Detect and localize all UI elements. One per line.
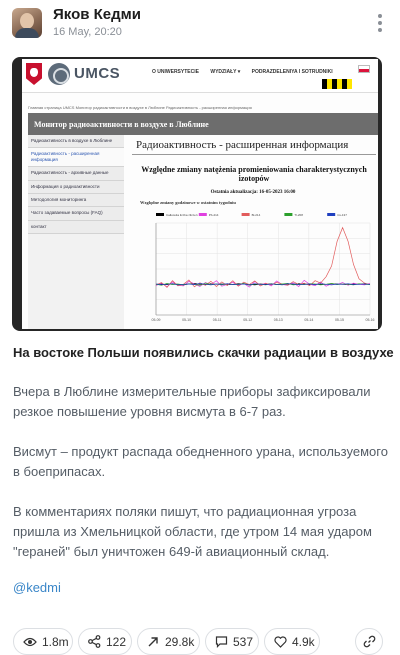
site-banner: Монитор радиоактивности в воздухе в Люблине: [28, 113, 378, 135]
repost-arrow-icon: [147, 635, 160, 648]
repost-button[interactable]: [137, 628, 200, 655]
site-nav-item: O UNIWERSYTECIE: [152, 69, 199, 75]
sidebar-item: Информация о радиоактивности: [28, 181, 124, 194]
chart-legend-swatch: [284, 213, 292, 216]
chart-legend-swatch: [156, 213, 164, 216]
post-paragraph: Вчера в Люблине измерительные приборы зафиксировали резкое повышение уровня висмута в 6-7 раз.: [13, 384, 371, 419]
sidebar-item: Методология мониторинга: [28, 194, 124, 207]
sidebar-item: Часто задаваемые вопросы (FAQ): [28, 207, 124, 220]
radiation-chart: [132, 211, 376, 329]
eye-icon: [23, 636, 37, 648]
site-accessibility-tools: [322, 63, 376, 91]
post-paragraph: В комментариях поляки пишут, что радиационная угроза пришла из Хмельницкой области, где утром 14 мая ударом "гераней" был уничтожен 649-й авиационный склад.: [13, 504, 372, 559]
comment-icon: [215, 635, 228, 648]
chart-x-tick-label: 05-16: [365, 318, 375, 322]
chart-legend-swatch: [199, 213, 207, 216]
chart-x-tick-label: 05-11: [212, 318, 222, 322]
polish-eagle-icon: [26, 63, 42, 85]
heart-icon: [274, 636, 287, 648]
chart-legend-label: Całkowita liczba zliczeń: [166, 213, 198, 217]
chart-legend-swatch: [327, 213, 335, 216]
site-sidebar: [28, 135, 124, 329]
chart-legend-label: Pb-214: [208, 213, 219, 217]
sidebar-item: Радиоактивность - архивные данные: [28, 167, 124, 180]
chart-x-tick-label: 05-13: [273, 318, 283, 322]
post-header: [0, 0, 400, 52]
reposts-count: 29.8k: [165, 634, 195, 649]
chart-x-tick-label: 05-15: [334, 318, 344, 322]
post-date: 16 May, 20:20: [53, 26, 122, 38]
chart-title: Względne zmiany natężenia promieniowania charakterystycznych izotopów: [141, 165, 367, 183]
site-nav-item: PODRAZDELENIYA I SOTRUDNIKI: [251, 69, 333, 75]
chart-legend-swatch: [242, 213, 250, 216]
chart-legend-label: Bi-214: [251, 213, 261, 217]
post-title: На востоке Польши появились скачки радиации в воздухе: [13, 345, 394, 360]
author-name[interactable]: Яков Кедми: [53, 6, 141, 23]
avatar-face: [20, 13, 34, 29]
chart-legend-label: Tl-208: [294, 213, 303, 217]
site-nav: [152, 69, 343, 75]
chart-x-tick-label: 05-12: [243, 318, 253, 322]
chart-x-tick-label: 05-14: [304, 318, 314, 322]
comments-button[interactable]: [205, 628, 259, 655]
sidebar-item: контакт: [28, 221, 124, 234]
polish-flag-icon: [358, 65, 370, 73]
chart-series-line: [156, 228, 370, 288]
views-counter[interactable]: [13, 628, 73, 655]
share-button[interactable]: [78, 628, 132, 655]
site-main: [128, 135, 378, 329]
post-body: [13, 382, 391, 582]
site-heading: Радиоактивность - расширенная информация: [136, 139, 349, 151]
like-button[interactable]: [264, 628, 320, 655]
university-seal-icon: [48, 63, 70, 85]
site-topbar: [22, 59, 378, 93]
post-image[interactable]: [12, 57, 382, 331]
sidebar-item: Радиоактивность - расширенная информация: [28, 148, 124, 167]
shares-count: 122: [106, 634, 127, 649]
share-icon: [88, 635, 101, 648]
site-nav-item: WYDZIAŁY ▾: [210, 69, 241, 75]
chart-update: Ostatnia aktualizacja: 16-05-2023 16:00: [210, 190, 296, 195]
chart-x-tick-label: 05-09: [151, 318, 161, 322]
site-logo-text: UMCS: [74, 65, 121, 82]
post-paragraph: Висмут – продукт распада обедненного урана, используемого в боеприпасах.: [13, 444, 388, 479]
comments-count: 537: [233, 634, 254, 649]
views-count: 1.8m: [42, 634, 69, 649]
chart-legend-label: Cs-137: [337, 213, 347, 217]
avatar[interactable]: [12, 8, 42, 38]
chart-subtitle: Względne zmiany godzinowe w ostatnim tygodniu: [140, 200, 236, 205]
website-screenshot: [22, 59, 378, 329]
divider: [132, 154, 376, 155]
sidebar-item: Радиоактивность в воздухе в Люблине: [28, 135, 124, 148]
author-mention-link[interactable]: @kedmi: [13, 580, 61, 595]
likes-count: 4.9k: [292, 634, 315, 649]
copy-link-button[interactable]: [355, 628, 383, 655]
more-vertical-icon[interactable]: [372, 12, 388, 34]
link-icon: [363, 635, 376, 648]
avatar-shirt: [15, 28, 39, 38]
contrast-toggle-icon: [322, 79, 352, 89]
breadcrumb: Главная страница UMCS Монитор радиоактивности в воздухе в Люблине Радиоактивность - расширенная информация: [28, 105, 252, 110]
chart-x-tick-label: 05-10: [182, 318, 192, 322]
